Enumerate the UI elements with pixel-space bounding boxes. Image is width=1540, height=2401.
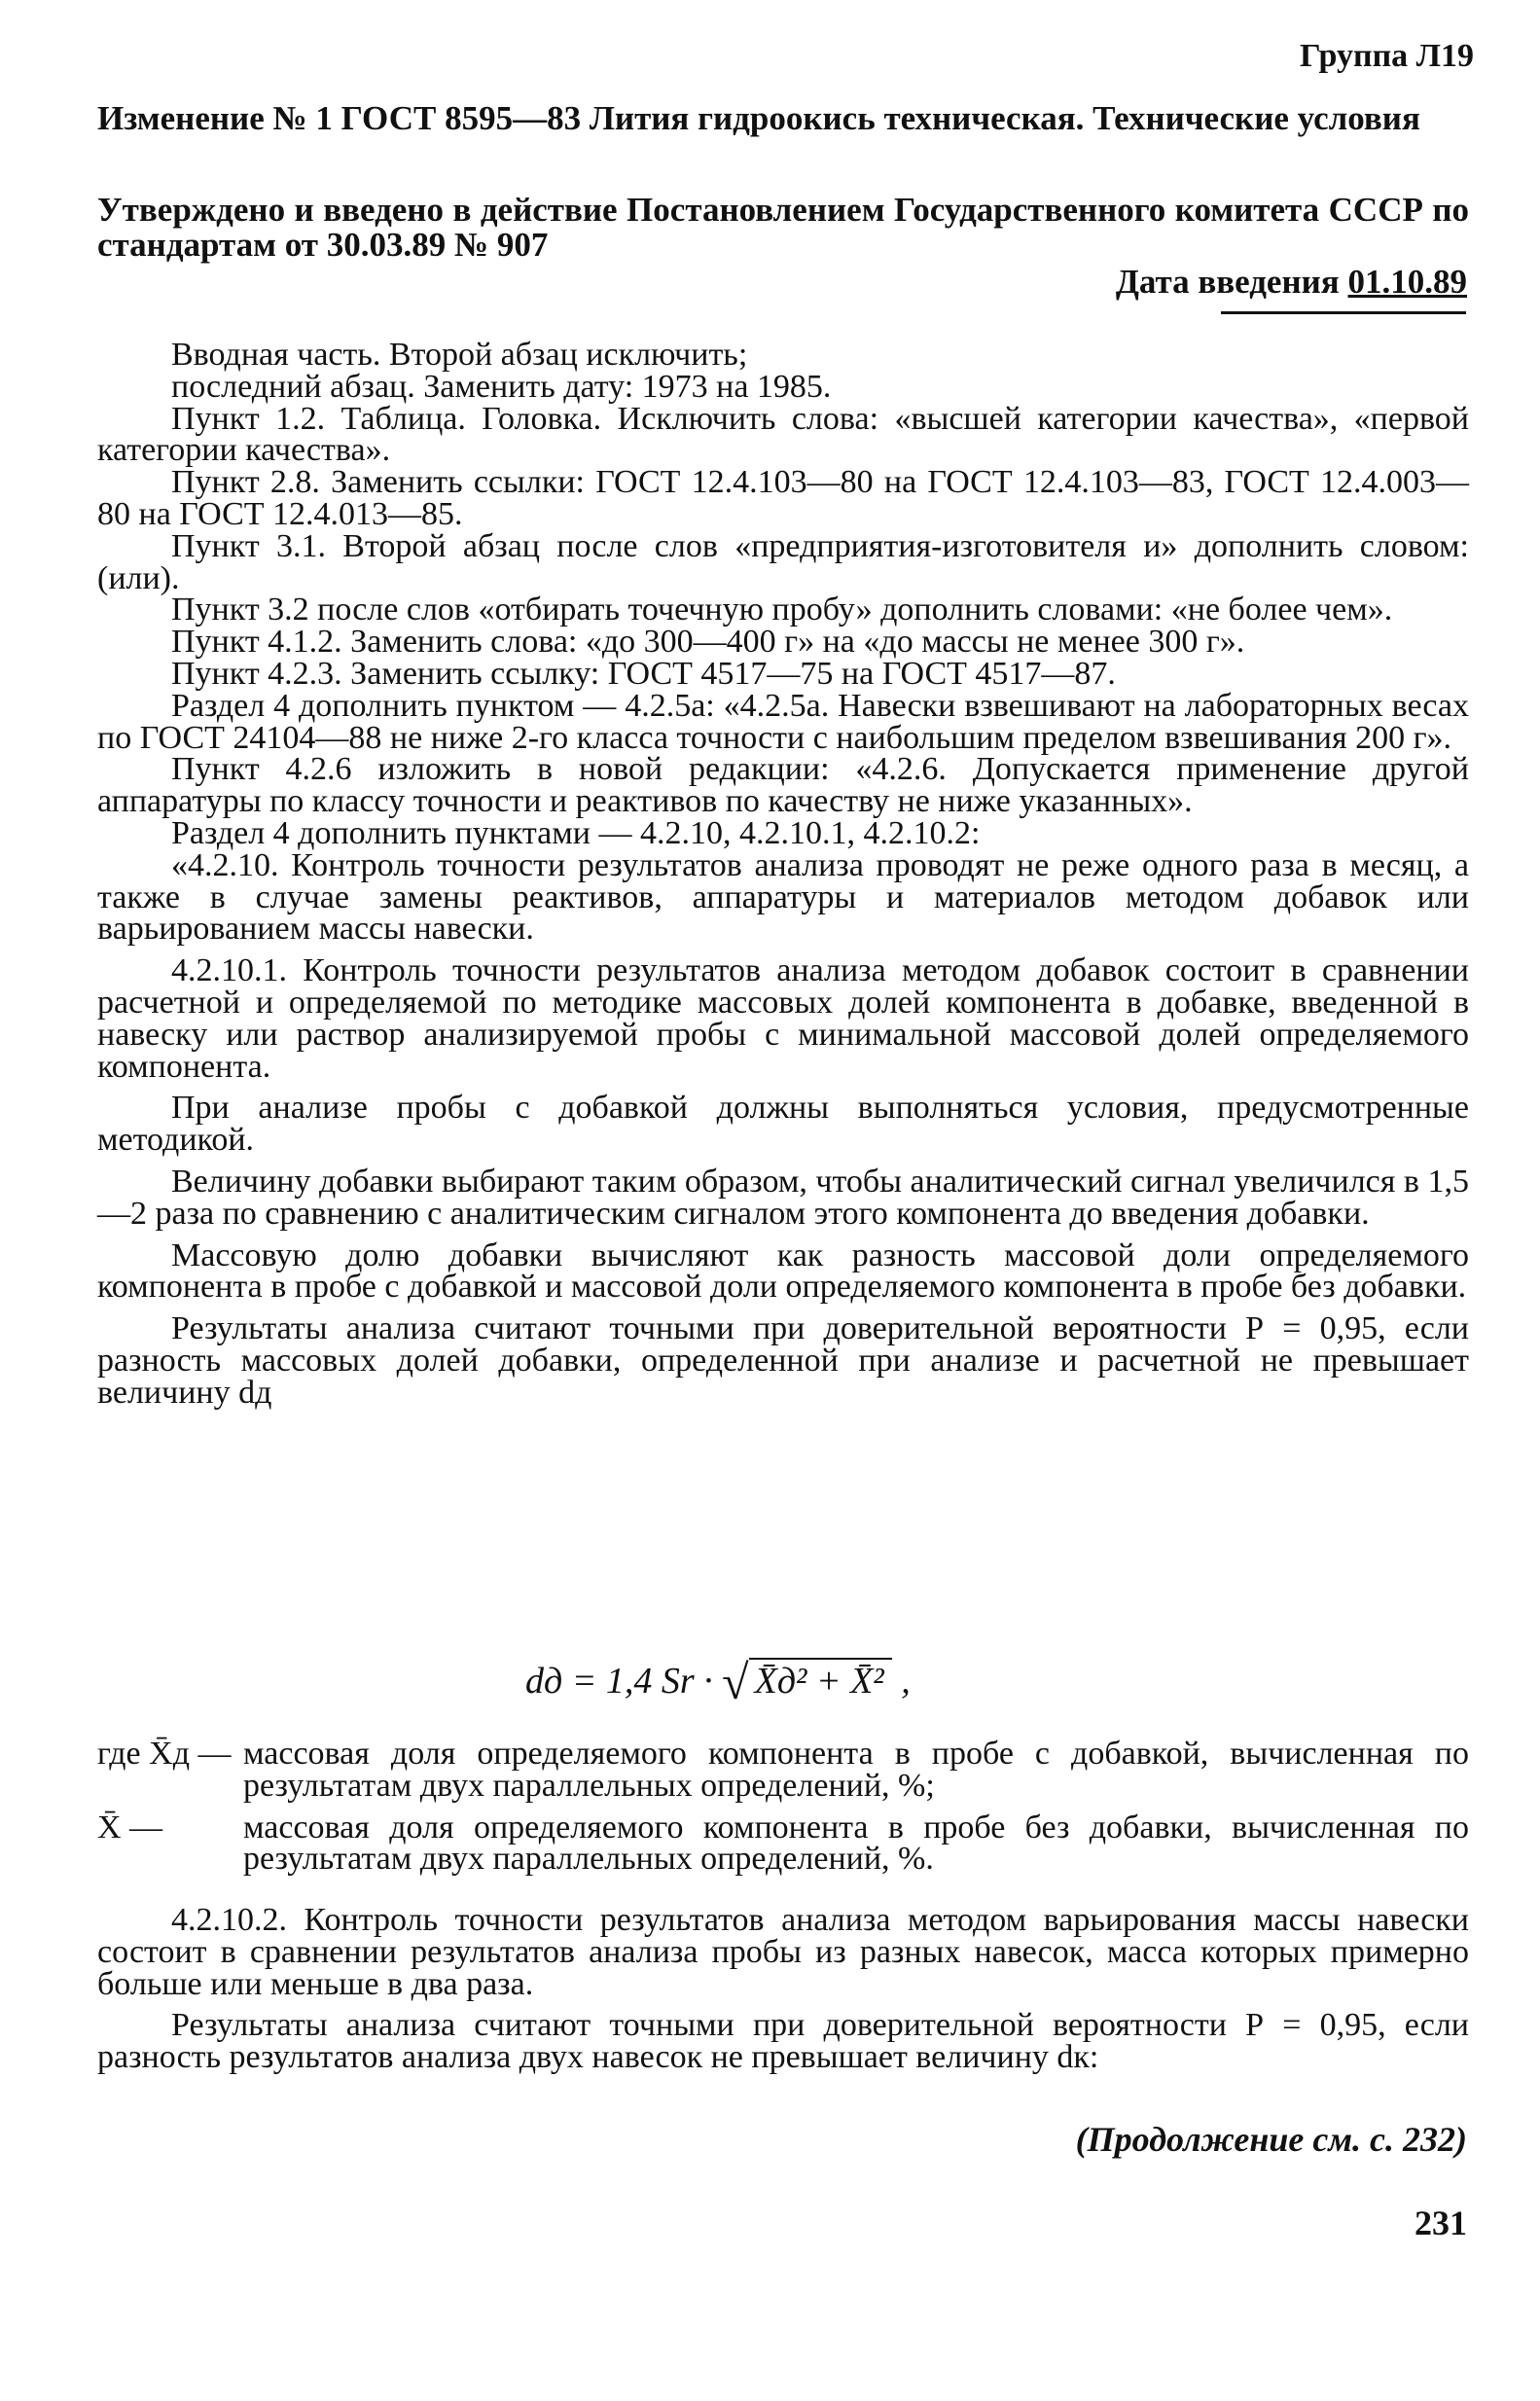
paragraph: Вводная часть. Второй абзац исключить; <box>171 337 748 373</box>
paragraph: «4.2.10. Контроль точности результатов анализа проводят не реже одного раза в месяц, а также в случае замены реактивов, аппаратуры и материалов методом добавок или варьированием массы навески. <box>97 846 1469 948</box>
definition-row <box>97 1809 1469 1878</box>
date-label: Дата введения <box>1115 263 1340 301</box>
paragraph: Результаты анализа считают точными при доверительной вероятности Р = 0,95, если разность результатов анализа двух навесок не превышает величину dк: <box>97 2007 1469 2076</box>
paragraph: Результаты анализа считают точными при доверительной вероятности Р = 0,95, если разность массовых долей добавки, определенной при анализе и расчетной не превышает величину dд <box>97 1310 1469 1411</box>
paragraph: Массовую долю добавки вычисляют как разность массовой доли определяемого компонента в пробе с добавкой и массовой доли определяемого компонента в пробе без добавки. <box>97 1236 1469 1306</box>
paragraph: 4.2.10.1. Контроль точности результатов анализа методом добавок состоит в сравнении расчетной и определяемой по методике массовых долей компонента в добавке, введенной в навеску или раствор анализируемой пробы с минимальной массовой долей определяемого компонента. <box>97 952 1469 1085</box>
paragraph: Пункт 4.2.6 изложить в новой редакции: «4.2.6. Допускается применение другой аппаратуры по классу точности и реактивов по качеству не ниже указанных». <box>97 751 1469 820</box>
document-body-continued <box>97 1902 1469 2084</box>
paragraph: Раздел 4 дополнить пунктами — 4.2.10, 4.2.10.1, 4.2.10.2: <box>171 814 981 851</box>
where-definitions <box>97 1738 1469 1885</box>
continuation-note: (Продолжение см. с. 232) <box>1075 2120 1467 2159</box>
definition-row <box>97 1738 1469 1803</box>
group-code: Группа Л19 <box>1300 38 1474 74</box>
paragraph: 4.2.10.2. Контроль точности результатов анализа методом варьирования массы навески состоит в сравнении результатов анализа пробы из разных навесок, масса которых примерно больше или меньше в два раза. <box>97 1902 1469 2002</box>
date-underline <box>1221 311 1466 314</box>
paragraph: Пункт 3.1. Второй абзац после слов «предприятия-изготовителя и» дополнить словом: (или). <box>97 527 1469 596</box>
radical-sign-icon: √ <box>722 1655 749 1709</box>
page-number: 231 <box>1415 2204 1467 2242</box>
paragraph: Пункт 2.8. Заменить ссылки: ГОСТ 12.4.103—80 на ГОСТ 12.4.103—83, ГОСТ 12.4.003—80 на ГОСТ 12.4.013—85. <box>97 464 1469 532</box>
paragraph: последний абзац. Заменить дату: 1973 на 1985. <box>171 368 832 405</box>
definition-label: где X̄д — <box>97 1736 232 1772</box>
paragraph: Раздел 4 дополнить пунктом — 4.2.5а: «4.2.5а. Навески взвешивают на лабораторных весах по ГОСТ 24104—88 не ниже 2-го класса точности с наибольшим пределом взвешивания 200 г». <box>97 687 1469 756</box>
definition-text: массовая доля определяемого компонента в пробе без добавки, вычисленная по результатам двух параллельных определений, %. <box>243 1809 1469 1878</box>
paragraph: Величину добавки выбирают таким образом, чтобы аналитический сигнал увеличился в 1,5—2 раза по сравнению с аналитическим сигналом этого компонента до введения добавки. <box>97 1163 1469 1232</box>
paragraph: При анализе пробы с добавкой должны выполняться условия, предусмотренные методикой. <box>97 1090 1469 1159</box>
effective-date <box>973 265 1467 300</box>
document-body <box>97 337 1469 1411</box>
approval-statement: Утверждено и введено в действие Постановлением Государственного комитета СССР по стандартам от 30.03.89 № 907 <box>97 191 1469 264</box>
formula-lhs: dд = 1,4 Sr · <box>525 1661 713 1702</box>
paragraph: Пункт 4.2.3. Заменить ссылку: ГОСТ 4517—75 на ГОСТ 4517—87. <box>171 655 1116 692</box>
formula-radicand: X̄д² + X̄² <box>749 1658 892 1702</box>
change-title: Изменение № 1 ГОСТ 8595—83 Лития гидроокись техническая. Технические условия <box>97 99 1420 137</box>
definition-text: массовая доля определяемого компонента в пробе с добавкой, вычисленная по результатам двух параллельных определений, %; <box>243 1736 1469 1804</box>
formula-tail: , <box>901 1661 911 1702</box>
definition-label: X̄ — <box>97 1809 163 1846</box>
paragraph: Пункт 4.1.2. Заменить слова: «до 300—400 г» на «до массы не менее 300 г». <box>171 624 1245 661</box>
paragraph: Пункт 3.2 после слов «отбирать точечную пробу» дополнить словами: «не более чем». <box>171 591 1393 628</box>
date-value: 01.10.89 <box>1347 263 1467 301</box>
paragraph: Пункт 1.2. Таблица. Головка. Исключить слова: «высшей категории качества», «первой категории качества». <box>97 400 1469 469</box>
formula-dd <box>525 1654 911 1710</box>
